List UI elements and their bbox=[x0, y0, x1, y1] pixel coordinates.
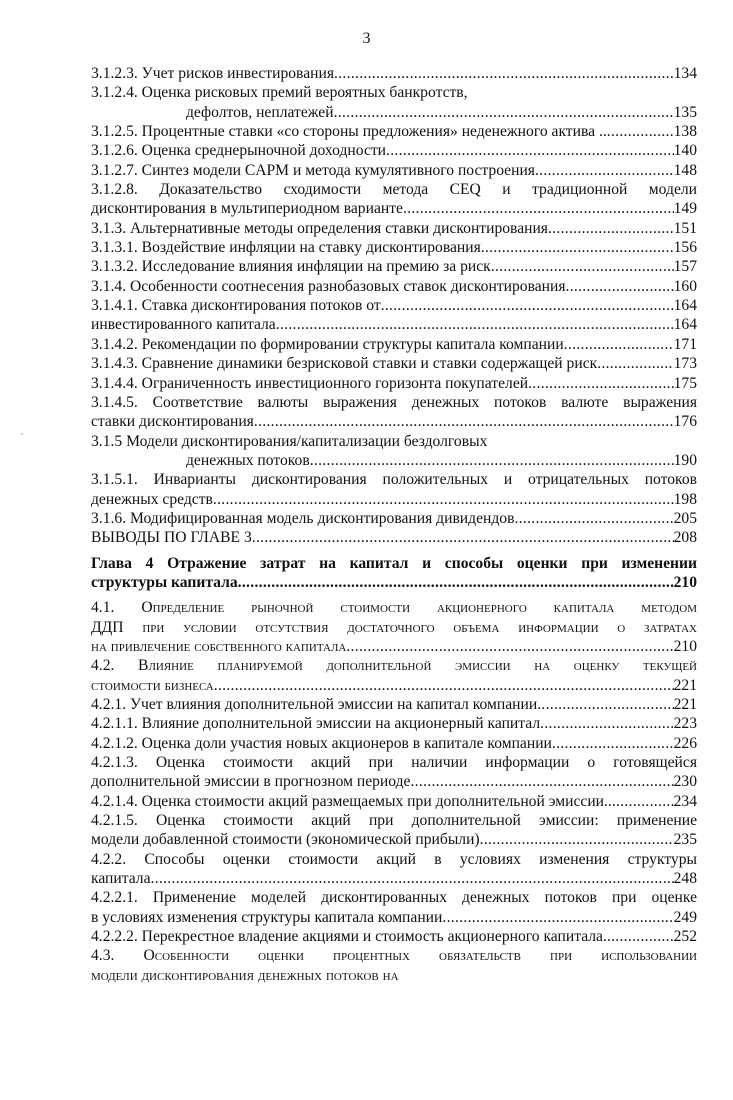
page-ref: 252 bbox=[673, 928, 697, 946]
toc-entry[interactable] bbox=[91, 927, 697, 946]
entry-title: 3.1.4.4. Ограниченность инвестиционного горизонта покупателей bbox=[91, 374, 529, 392]
entry-title: дополнительной эмиссии в прогнозном периоде bbox=[91, 773, 411, 791]
entry-title: 4.2.1. Учет влияния дополнительной эмиссии на капитал компании bbox=[91, 696, 538, 713]
toc-entry[interactable] bbox=[91, 277, 697, 296]
toc-entry[interactable] bbox=[91, 637, 697, 656]
toc-entry[interactable] bbox=[91, 432, 697, 451]
entry-title: ДДП при условии отсутствия достаточного объема информации о затратах bbox=[91, 618, 697, 636]
toc-entry[interactable] bbox=[91, 509, 697, 528]
entry-title: 3.1.6. Модифицированная модель дисконтирования дивидендов bbox=[91, 509, 515, 527]
toc-entry[interactable] bbox=[91, 869, 697, 888]
entry-title: ставки дисконтирования bbox=[91, 413, 254, 431]
toc-entry[interactable] bbox=[91, 618, 697, 637]
entry-title: ВЫВОДЫ ПО ГЛАВЕ 3 bbox=[91, 529, 252, 547]
entry-title: дисконтирования в мультипериодном варианте bbox=[91, 200, 403, 218]
toc-entry[interactable] bbox=[91, 83, 697, 102]
toc-entry[interactable] bbox=[91, 676, 697, 695]
page-ref: 226 bbox=[673, 734, 697, 752]
page-ref: 164 bbox=[673, 316, 697, 334]
page-ref: 221 bbox=[673, 676, 697, 694]
page-ref: 235 bbox=[673, 831, 697, 849]
page-ref: 173 bbox=[673, 355, 697, 373]
entry-title: 4.3. Особенности оценки процентных обязательств при использовании bbox=[91, 947, 697, 965]
entry-title: стоимости бизнеса bbox=[91, 676, 214, 694]
entry-title: 3.1.2.6. Оценка среднерыночной доходности bbox=[91, 142, 387, 160]
leader-dots bbox=[346, 637, 673, 656]
toc-entry[interactable] bbox=[91, 296, 697, 315]
page-ref: 249 bbox=[673, 908, 697, 926]
page-ref: 230 bbox=[673, 773, 697, 791]
toc-entry[interactable] bbox=[91, 908, 697, 927]
page-ref: 148 bbox=[673, 161, 697, 179]
entry-title: 3.1.4. Особенности соотнесения разнобазовых ставок дисконтирования bbox=[91, 277, 566, 295]
page-ref: 157 bbox=[673, 258, 697, 276]
leader-dots bbox=[481, 238, 674, 257]
toc-entry[interactable] bbox=[91, 257, 697, 276]
entry-title: модели добавленной стоимости (экономической прибыли) bbox=[91, 831, 480, 849]
page-ref: 138 bbox=[673, 123, 697, 141]
leader-dots bbox=[410, 772, 673, 791]
page-ref: 221 bbox=[673, 696, 697, 713]
entry-title: 3.1.5.1. Инварианты дисконтирования положительных и отрицательных потоков bbox=[91, 471, 697, 489]
leader-dots bbox=[213, 490, 674, 509]
entry-title: 3.1.2.4. Оценка рисковых премий вероятных банкротств, bbox=[91, 84, 468, 102]
toc-entry[interactable] bbox=[91, 141, 697, 160]
toc-entry[interactable] bbox=[91, 656, 697, 675]
entry-title: 4.2.2.1. Применение моделей дисконтированных денежных потоков при оценке bbox=[91, 889, 697, 907]
leader-dots bbox=[381, 296, 674, 315]
entry-title: 3.1.2.8. Доказательство сходимости метода CEQ и традиционной модели bbox=[91, 181, 697, 199]
toc-chapter4-heading-line2[interactable] bbox=[91, 573, 697, 592]
toc-chapter4-heading[interactable] bbox=[91, 554, 697, 573]
toc-entry[interactable] bbox=[91, 714, 697, 733]
toc-entry[interactable] bbox=[91, 180, 697, 199]
entry-title: 3.1.3.2. Исследование влияния инфляции на премию за риск bbox=[91, 258, 491, 276]
entry-title: 4.2. Влияние планируемой дополнительной эмиссии на оценку текущей bbox=[91, 657, 697, 675]
entry-title: модели дисконтирования денежных потоков на bbox=[91, 966, 399, 984]
entry-title: 4.2.1.4. Оценка стоимости акций размещаемых при дополнительной эмиссии.. bbox=[91, 792, 612, 810]
leader-dots bbox=[480, 830, 674, 849]
toc-entry[interactable] bbox=[91, 122, 697, 141]
leader-dots bbox=[334, 103, 674, 122]
page-ref: 210 bbox=[673, 573, 697, 591]
leader-dots bbox=[552, 734, 674, 753]
toc-entry[interactable] bbox=[91, 830, 697, 849]
entry-title: 4.2.1.2. Оценка доли участия новых акционеров в капитале компании bbox=[91, 734, 552, 752]
toc-entry[interactable] bbox=[91, 335, 697, 354]
page-ref: 190 bbox=[673, 451, 697, 469]
toc-entry[interactable] bbox=[91, 103, 697, 122]
page-ref: 140 bbox=[673, 142, 697, 160]
page-ref: 208 bbox=[673, 529, 697, 547]
toc-entry[interactable] bbox=[91, 393, 697, 412]
page-ref: 248 bbox=[673, 870, 697, 888]
toc-entry[interactable] bbox=[91, 412, 697, 431]
leader-dots bbox=[310, 451, 674, 470]
entry-title: 3.1.2.3. Учет рисков инвестирования bbox=[91, 65, 334, 82]
leader-dots bbox=[548, 219, 674, 238]
entry-title: капитала bbox=[91, 870, 151, 888]
page-ref: 223 bbox=[673, 715, 697, 733]
leader-dots bbox=[612, 792, 674, 811]
entry-title: 4.2.1.1. Влияние дополнительной эмиссии на акционерный капитал bbox=[91, 715, 541, 733]
page-ref: 151 bbox=[673, 219, 697, 237]
entry-title: 3.1.4.1. Ставка дисконтирования потоков от bbox=[91, 297, 381, 315]
leader-dots bbox=[566, 277, 674, 296]
toc-entry[interactable] bbox=[91, 753, 697, 772]
toc-entry[interactable] bbox=[91, 199, 697, 218]
leader-dots bbox=[386, 141, 674, 160]
entry-title: 3.1.4.2. Рекомендации по формировании структуры капитала компании bbox=[91, 335, 564, 353]
page-ref: 175 bbox=[673, 374, 697, 392]
toc-entry[interactable] bbox=[91, 64, 697, 83]
entry-title: структуры капитала bbox=[91, 573, 238, 591]
entry-title: 3.1.4.3. Сравнение динамики безрисковой ставки и ставки содержащей риск bbox=[91, 355, 598, 373]
leader-dots bbox=[151, 869, 674, 888]
leader-dots bbox=[276, 315, 674, 334]
entry-title: 4.2.2.2. Перекрестное владение акциями и стоимость акционерного капитала. bbox=[91, 928, 607, 946]
leader-dots bbox=[403, 199, 674, 218]
leader-dots bbox=[528, 374, 674, 393]
leader-dots bbox=[252, 528, 674, 547]
toc-entry[interactable] bbox=[91, 966, 697, 985]
entry-title: 4.2.1.3. Оценка стоимости акций при наличии информации о готовящейся bbox=[91, 754, 697, 772]
entry-title: на привлечение собственного капитала bbox=[91, 637, 347, 655]
toc-entry[interactable] bbox=[91, 695, 697, 714]
entry-title: 4.1. Определение рыночной стоимости акционерного капитала методом bbox=[91, 599, 697, 617]
leader-dots bbox=[514, 509, 673, 528]
toc-entry[interactable] bbox=[91, 528, 697, 547]
page-ref: 210 bbox=[673, 637, 697, 655]
leader-dots bbox=[254, 412, 674, 431]
toc-chapter4-section bbox=[91, 598, 697, 985]
toc-entry[interactable] bbox=[91, 850, 697, 869]
toc-entry[interactable] bbox=[91, 451, 697, 470]
toc-entry[interactable] bbox=[91, 888, 697, 907]
leader-dots bbox=[564, 335, 674, 354]
page-ref: 176 bbox=[673, 413, 697, 431]
leader-dots bbox=[537, 695, 673, 714]
toc-entry[interactable] bbox=[91, 811, 697, 830]
entry-title: денежных средств bbox=[91, 490, 213, 508]
entry-title: 3.1.2.7. Синтез модели CAPM и метода кумулятивного построения bbox=[91, 161, 535, 179]
toc-entry[interactable] bbox=[91, 772, 697, 791]
entry-title: инвестированного капитала bbox=[91, 316, 276, 334]
page-number: 3 bbox=[362, 30, 371, 47]
toc-entry[interactable] bbox=[91, 734, 697, 753]
leader-dots bbox=[540, 714, 673, 733]
entry-title: 3.1.2.5. Процентные ставки «со стороны предложения» неденежного актива .. bbox=[91, 123, 607, 141]
entry-title: денежных потоков bbox=[186, 451, 310, 469]
entry-title: дефолтов, неплатежей bbox=[186, 103, 334, 121]
leader-dots bbox=[535, 161, 674, 180]
entry-title: в условиях изменения структуры капитала компании bbox=[91, 908, 443, 926]
page-ref: 164 bbox=[673, 297, 697, 315]
page-ref: 171 bbox=[673, 335, 697, 353]
entry-title: 3.1.3.1. Воздействие инфляции на ставку дисконтирования bbox=[91, 239, 481, 257]
toc-entry[interactable] bbox=[91, 315, 697, 334]
page-ref: 234 bbox=[673, 792, 697, 810]
toc-entry[interactable] bbox=[91, 598, 697, 617]
toc-entry[interactable] bbox=[91, 238, 697, 257]
entry-title: 3.1.3. Альтернативные методы определения ставки дисконтирования bbox=[91, 219, 548, 237]
leader-dots bbox=[607, 122, 674, 141]
entry-title: 4.2.1.5. Оценка стоимости акций при дополнительной эмиссии: применение bbox=[91, 812, 697, 830]
toc-entry[interactable] bbox=[91, 219, 697, 238]
toc-entry[interactable] bbox=[91, 792, 697, 811]
page-ref: 149 bbox=[673, 200, 697, 218]
leader-dots bbox=[597, 354, 673, 373]
toc-entry[interactable] bbox=[91, 490, 697, 509]
page-ref: 156 bbox=[673, 239, 697, 257]
toc-entry[interactable] bbox=[91, 354, 697, 373]
chapter-heading-text: Глава 4 Отражение затрат на капитал и способы оценки при изменении bbox=[91, 554, 697, 572]
page-ref: 205 bbox=[673, 509, 697, 527]
leader-dots bbox=[607, 927, 674, 946]
leader-dots bbox=[442, 908, 673, 927]
toc-entry[interactable] bbox=[91, 161, 697, 180]
leader-dots bbox=[334, 64, 674, 83]
page-ref: 160 bbox=[673, 277, 697, 295]
toc-entry[interactable] bbox=[91, 946, 697, 965]
page-ref: 198 bbox=[673, 490, 697, 508]
entry-title: 3.1.4.5. Соответствие валюты выражения денежных потоков валюте выражения bbox=[91, 393, 697, 411]
scan-artifact bbox=[21, 433, 23, 435]
table-of-contents bbox=[91, 64, 697, 985]
toc-chapter3-section bbox=[91, 64, 697, 548]
entry-title: 3.1.5 Модели дисконтирования/капитализации бездолговых bbox=[91, 432, 488, 450]
page-ref: 134 bbox=[673, 65, 697, 82]
leader-dots bbox=[214, 676, 674, 695]
toc-entry[interactable] bbox=[91, 374, 697, 393]
page-ref: 135 bbox=[673, 103, 697, 121]
toc-entry[interactable] bbox=[91, 470, 697, 489]
leader-dots bbox=[238, 573, 674, 592]
leader-dots bbox=[491, 257, 674, 276]
entry-title: 4.2.2. Способы оценки стоимости акций в условиях изменения структуры bbox=[91, 850, 697, 868]
